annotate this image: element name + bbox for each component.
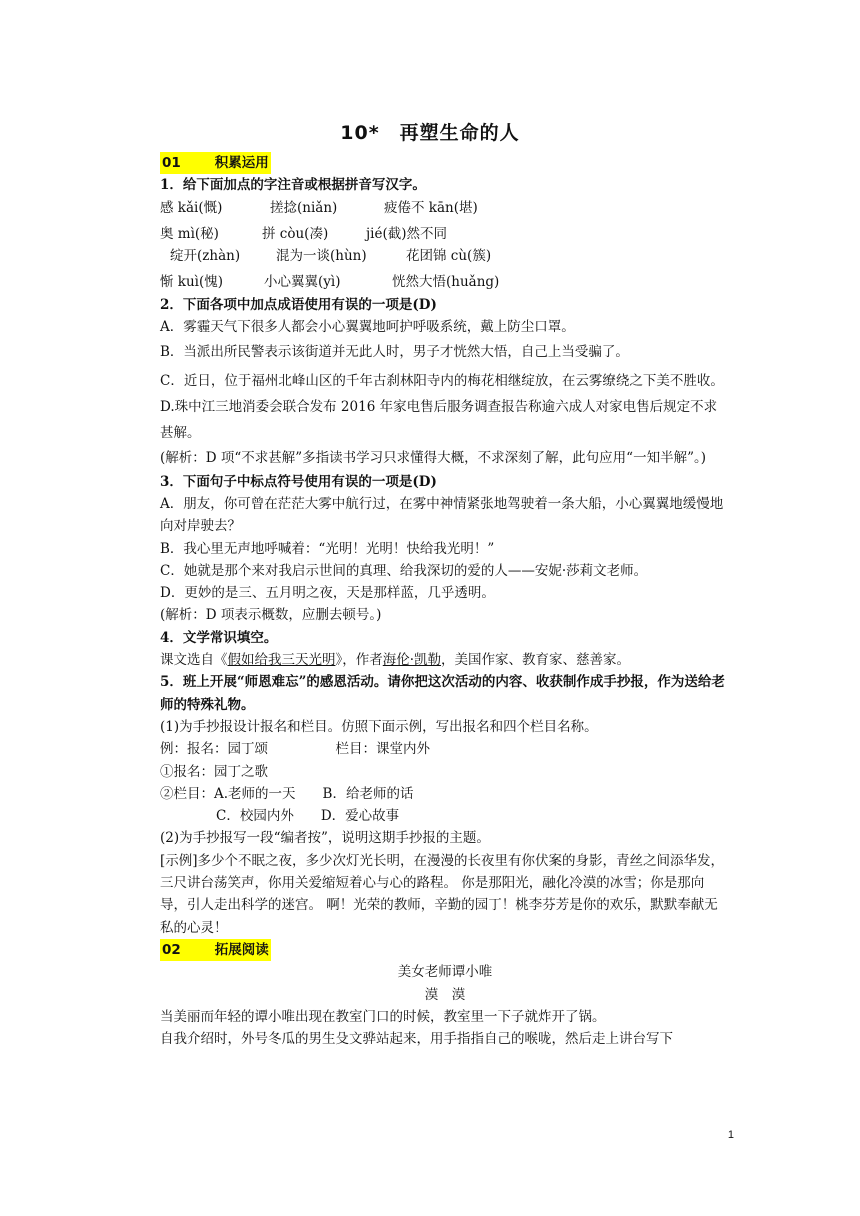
question-3-option-d: D．更妙的是三、五月明之夜，天是那样蓝，几乎透明。 [160,585,495,602]
book-title-answer: 假如给我三天光明 [227,652,336,669]
question-3-stem: 3．下面句子中标点符号使用有误的一项是(D) [160,473,437,490]
question-2-option-c: C．近日，位于福州北峰山区的千年古刹林阳寺内的梅花相继绽放，在云雾缭绕之下美不胜收。 [160,372,724,389]
reading-paragraph-1: 当美丽而年轻的谭小唯出现在教室门口的时候，教室里一下子就炸开了锅。 [160,1008,606,1025]
reading-author: 漠 漠 [424,986,466,1003]
section-header-accumulation: 01 积累运用 [160,152,271,174]
pinyin-row-3: 绽开(zhàn) 混为一谈(hùn) 花团锦 cù(簇) [170,248,492,265]
question-2-option-b: B．当派出所民警表示该街道并无此人时，男子才恍然大悟，自己上当受骗了。 [160,344,629,361]
question-4-answer: 课文选自《假如给我三天光明》，作者海伦·凯勒，美国作家、教育家、慈善家。 [160,652,631,669]
section-header-reading: 02 拓展阅读 [160,939,271,961]
question-3-option-a: A．朋友，你可曾在茫茫大雾中航行过，在雾中神情紧张地驾驶着一条大船，小心翼翼地缓慢地向对岸驶去？ [160,495,724,535]
question-3-option-b: B．我心里无声地呼喊着：“光明！光明！快给我光明！” [160,540,495,557]
question-5-answer-2: ②栏目：A.老师的一天 B．给老师的话 [160,785,414,802]
page-title: 10* 再塑生命的人 [340,122,520,144]
question-5-part-2: (2)为手抄报写一段“编者按”，说明这期手抄报的主题。 [160,830,490,847]
reading-paragraph-2: 自我介绍时，外号冬瓜的男生殳文骅站起来，用手指指自己的喉咙，然后走上讲台写下 [160,1031,673,1048]
question-2-option-d: D.珠中江三地消委会联合发布 2016 年家电售后服务调查报告称逾六成人对家电售后规定不求甚解。 [160,398,718,441]
question-4-stem: 4．文学常识填空。 [160,629,278,646]
question-2-analysis: (解析：D 项“不求甚解”多指读书学习只求懂得大概，不求深刻了解，此句应用“一知半解”。) [160,449,707,466]
question-5-part-1: (1)为手抄报设计报名和栏目。仿照下面示例，写出报名和四个栏目名称。 [160,718,598,735]
content-body [160,152,730,1050]
question-5-answer-1: ①报名：园丁之歌 [160,763,268,780]
question-5-stem: 5．班上开展“师恩难忘”的感恩活动。请你把这次活动的内容、收获制作成手抄报，作为送给老师的特殊礼物。 [160,674,725,713]
question-3-option-c: C．她就是那个来对我启示世间的真理、给我深切的爱的人——安妮·莎莉文老师。 [160,562,648,579]
author-answer: 海伦·凯勒 [382,652,442,669]
question-2-option-a: A．雾霾天气下很多人都会小心翼翼地呵护呼吸系统，戴上防尘口罩。 [160,319,575,336]
question-5-answer-3: C．校园内外 D．爱心故事 [216,808,400,825]
pinyin-row-2: 奥 mì(秘) 拼 còu(凑) jié(截)然不同 [160,225,448,242]
question-1-stem: 1．给下面加点的字注音或根据拼音写汉字。 [160,177,426,194]
question-2-stem: 2．下面各项中加点成语使用有误的一项是(D) [160,296,437,313]
question-3-analysis: (解析：D 项表示概数，应删去顿号。) [160,607,382,624]
question-5-example: 例：报名：园丁颂 栏目：课堂内外 [160,741,430,758]
question-5-sample: [示例]多少个不眠之夜，多少次灯光长明，在漫漫的长夜里有你伏案的身影，青丝之间添华发，三尺讲台荡笑声，你用关爱缩短着心与心的路程。 你是那阳光，融化冷漠的冰雪；你是那向导，引人走出科学的迷宫。 啊！光荣的教师，辛勤的园丁！桃李芬芳是你的欢乐，默默奉献无私的心灵！ [160,852,725,936]
pinyin-row-4: 惭 kuì(愧) 小心翼翼(yì) 恍然大悟(huǎng) [160,274,500,291]
page-number: 1 [727,1129,734,1141]
pinyin-row-1: 感 kǎi(慨) 搓捻(niǎn) 疲倦不 kān(堪) [160,199,478,216]
reading-title: 美女老师谭小唯 [397,964,493,981]
